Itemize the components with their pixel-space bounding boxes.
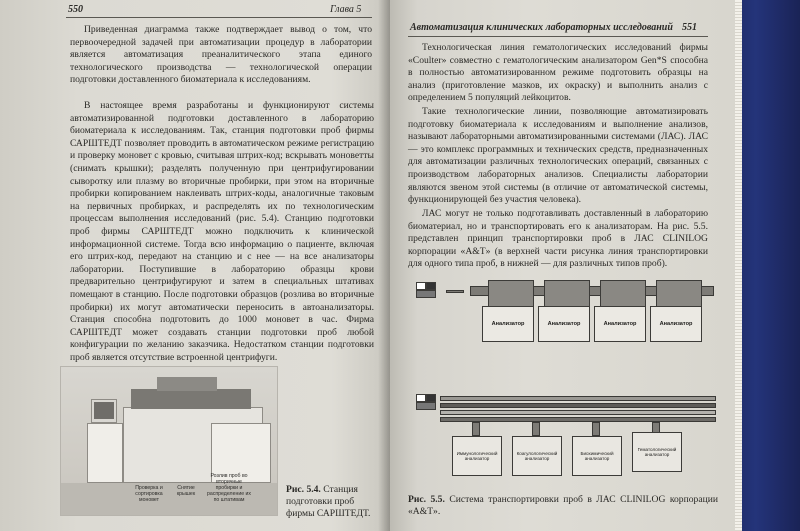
lane-2 [440,403,716,408]
left-page-number: 550 [68,4,83,15]
page-edges [734,0,742,531]
figure-5-4-caption [286,484,380,520]
left-paragraph-1: Приведенная диаграмма также подтверждает вывод о том, что первоочередной задачей при автоматизации процедур в лаборатории является автоматизация преаналитического этапа единого технологического производства — технологической операции подготовки доставленного биоматериала к исследованиям. [70,24,372,86]
rack-b2 [426,394,436,402]
photo-label-sorting: Проверка и сортировка моновет [135,485,163,503]
lane-4 [440,417,716,422]
sarstedt-station-photo [60,366,278,516]
right-header-rule [408,36,708,37]
photo-label-decapping: Снятие крышек [176,485,196,497]
photo-label-aliquoting: Розлив проб во вторичные пробирки и распределение их по штативам [206,473,252,503]
analyzer-box-1: Анализатор [482,306,534,342]
figure-5-5-top-diagram [412,276,712,358]
left-paragraph-2: В настоящее время разработаны и функционируют системы автоматизированной подготовки доставленного в лабораторию биоматериала к исследованиям. Так, станция подготовки проб фирмы САРШТЕДТ позволяет проводить в автоматическом режиме регистрацию и проверку моновет с кровью, считывая штрих-код; вскрывать моноветты (снимать крышки); разделять полученную при центрифугировании сыворотку или плазму во вторичные пробирки, при этом на вторичные пробирки копированием наклеивать штрих-коды, аналогичные таковым на первичных пробирках, и распределять их по технологическим процессам выполнения исследований (рис. 5.4). Станцию подготовки проб фирмы САРШТЕДТ можно подключить к клинической информационной системе. Тогда всю информацию о пациенте, включая его штрих-код, передают на станцию и с нее — на все анализаторы лаборатории. Поступившие в лабораторию образцы крови предварительно центрифугируют и затем в специальных штативах помещают в станцию. После подготовки образцов (розлива во вторичные пробирки) их могут автоматически переносить в автоанализаторы. Станция способна подготовить до 1000 моновет в час. Фирма САРШТЕДТ может создавать станции подготовки проб любой конфигурации по желанию заказчика. Недостатком станции подготовки проб является отсутствие встроенной центрифуги. [70,100,374,363]
feed-arrow [446,290,464,293]
right-paragraph-3: ЛАС могут не только подготавливать доставленный в лабораторию биоматериал, но и транспортировать его к анализаторам. На рис. 5.5. представлен принцип транспортировки проб в ЛАС CLINILOG корпорации «А&T» (в верхней части рисунка линия транспортировки для одного типа проб, в нижней — для различных типов проб). [408,208,708,270]
sample-rack-b [426,282,436,290]
figure-5-4-text: Станция подготовки проб фирмы САРШТЕДТ. [286,484,371,519]
left-chapter-title: Глава 5 [330,4,362,15]
branch-3 [592,422,600,436]
analyzer-box-2: Анализатор [538,306,590,342]
right-paragraph-2: Такие технологические линии, позволяющие автоматизировать подготовку биоматериала к исследованиям и выполнение анализов, называют лабораторными автоматизированными системами (ЛАС). ЛАС — это комплекс программных и технических средств, предназначенных для автоматизации различных технологических операций, связанных с производством лабораторных анализов. Специалисты лаборатории являются звеном этой системы (в отличие от автоматической системы, функционирующей без участия человека). [408,106,708,206]
figure-5-4-number: Рис. 5.4. [286,484,321,495]
immunology-analyzer-box: Иммунологический анализатор [452,436,502,476]
right-paragraph-1: Технологическая линия гематологических исследований фирмы «Coulter» совместно с гематологическим анализатором Gen*S способна в полностью автоматизированном режиме подготовить образцы на анализ (приготовление мазков, их окраску) и выполнить анализ с определением 5 популяций лейкоцитов. [408,42,708,104]
figure-5-5-number: Рис. 5.5. [408,494,445,505]
analyzer-box-3: Анализатор [594,306,646,342]
left-page [0,0,390,531]
cabinet-left [87,423,123,483]
figure-5-5-caption [408,494,718,518]
analyzer-box-4: Анализатор [650,306,702,342]
rack-b3 [416,402,436,410]
left-header-rule [66,17,372,18]
hematology-analyzer-box: Гематологический анализатор [632,432,682,472]
right-running-head: Автоматизация клинических лабораторных исследований [410,22,673,33]
sample-rack-c [416,290,436,298]
right-page [390,0,735,531]
station-hood [157,377,217,391]
branch-1 [472,422,480,436]
rack-b1 [416,394,426,402]
lane-1 [440,396,716,401]
sample-rack-a [416,282,426,290]
coagulology-analyzer-box: Коагулологический анализатор [512,436,562,476]
right-page-number: 551 [682,22,697,33]
biochemistry-analyzer-box: Биохимический анализатор [572,436,622,476]
station-top [131,389,251,409]
figure-5-5-bottom-diagram [412,390,712,490]
figure-5-5-text: Система транспортировки проб в ЛАС CLINILOG корпорации «А&T». [408,494,718,517]
lane-3 [440,410,716,415]
monitor-screen [94,402,114,419]
branch-2 [532,422,540,436]
